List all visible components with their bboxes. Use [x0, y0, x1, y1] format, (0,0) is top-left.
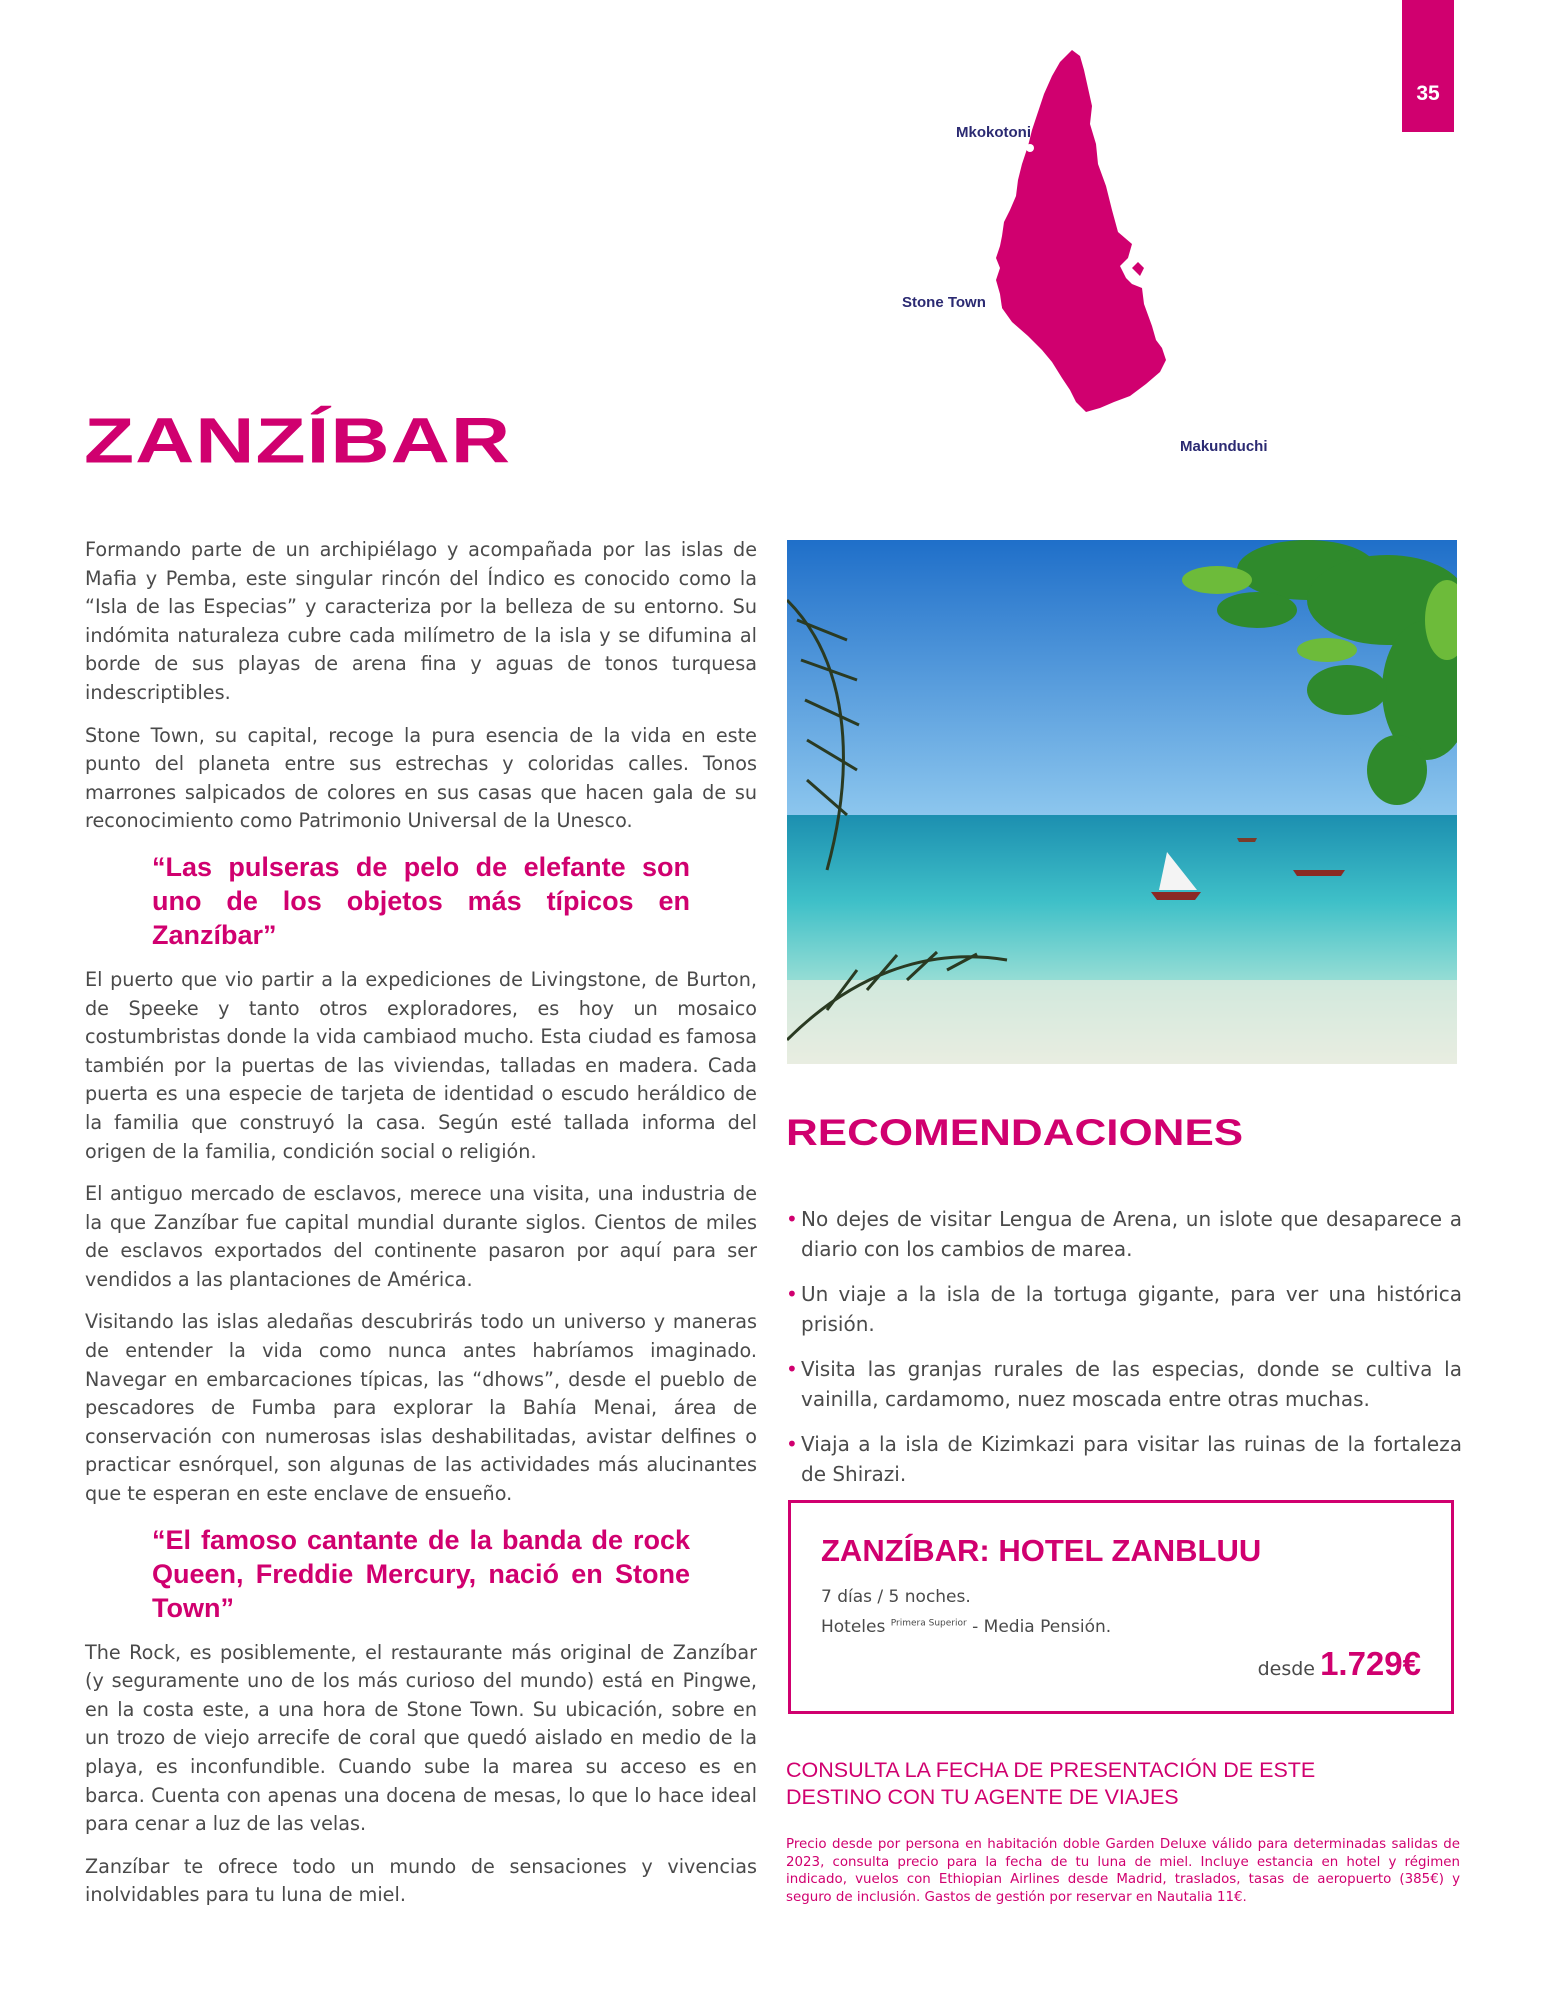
hotel-prefix: Hoteles — [821, 1617, 886, 1637]
paragraph: Visitando las islas aledañas descubrirás todo un universo y maneras de entender la vida como nunca antes habríamos imaginado. Navegar en embarcaciones típicas, las “dhows”, desde el pueblo de pescadores de Fumba para explorar la Bahía Menai, área de conservación con numerosas islas deshabilitadas, avistar delfines o practicar esnórquel, son algunas de las actividades más alucinantes que te esperan en este enclave de ensueño. — [85, 1310, 757, 1506]
zanzibar-map — [900, 40, 1350, 500]
paragraph: Zanzíbar te ofrece todo un mundo de sensaciones y vivencias inolvidables para tu luna de miel. — [85, 1854, 757, 1907]
hotel-category: Primera Superior — [890, 1618, 967, 1629]
makunduchi-dot — [1162, 444, 1170, 452]
map-label-mkokotoni: Mkokotoni — [956, 124, 1031, 141]
paragraph: El puerto que vio partir a la expediciones de Livingstone, de Burton, de Speeke y tanto otros exploradores, es hoy un mosaico costumbristas donde la vida cambiaod mucho. Esta ciudad es famosa también por la puertas de las viviendas, talladas en madera. Cada puerta es una especie de tarjeta de identidad o escudo heráldico de la familia que construyó la casa. Según esté tallada informa del origen de la familia, condición social o religión. — [85, 967, 757, 1163]
offer-duration: 7 días / 5 noches. — [821, 1587, 971, 1607]
pull-quote: “Las pulseras de pelo de elefante son uno de los objetos más típicos en Zanzíbar” — [152, 851, 690, 950]
paragraph: The Rock, es posiblemente, el restaurante más original de Zanzíbar (y seguramente uno de los más curioso del mundo) está en Pingwe, en la costa este, a una hora de Stone Town. Su ubicación, sobre en un trozo de viejo arrecife de coral que quedó aislado en medio de la playa, es inconfundible. Cuando sube la marea su acceso es en barca. Cuenta con apenas una docena de mesas, lo que lo hace ideal para cenar a luz de las velas. — [85, 1640, 757, 1836]
list-item: • Un viaje a la isla de la tortuga gigante, para ver una histórica prisión. — [786, 1279, 1462, 1339]
pull-quote: “El famoso cantante de la banda de rock Queen, Freddie Mercury, nació en Stone Town” — [152, 1524, 690, 1623]
mkokotoni-dot — [1026, 144, 1034, 152]
list-item: • Visita las granjas rurales de las especias, donde se cultiva la vainilla, cardamomo, nuez moscada entre otras muchas. — [786, 1354, 1462, 1414]
beach-photo — [787, 540, 1457, 1064]
stone-town-dot — [994, 304, 1002, 312]
page-number: 35 — [1416, 82, 1440, 105]
board-type: - Media Pensión. — [972, 1617, 1112, 1637]
hotel-offer-box — [788, 1500, 1454, 1714]
paragraph: El antiguo mercado de esclavos, merece una visita, una industria de la que Zanzíbar fue capital mundial durante siglos. Cientos de miles de esclavos exportados del continente pasaron por aquí para ser vendidos a las plantaciones de América. — [85, 1182, 757, 1291]
recommendations-title: RECOMENDACIONES — [786, 1112, 1244, 1154]
page-title: ZANZÍBAR — [84, 405, 512, 477]
article-body — [85, 536, 757, 1924]
list-item: • Viaja a la isla de Kizimkazi para visitar las ruinas de la fortaleza de Shirazi. — [786, 1429, 1462, 1489]
map-label-stone-town: Stone Town — [902, 294, 986, 311]
price-footnote: Precio desde por persona en habitación doble Garden Deluxe válido para determinadas salidas de 2023, consulta precio para la fecha de tu luna de miel. Incluye estancia en hotel y régimen indicado, vuelos con Ethiopian Airlines desde Madrid, traslados, tasas de aeropuerto (385€) y seguro de inclusión. Gastos de gestión por reservar en Nautalia 11€. — [786, 1837, 1460, 1905]
paragraph: Formando parte de un archipiélago y acompañada por las islas de Mafia y Pemba, este singular rincón del Índico es conocido como la “Isla de las Especias” y caracteriza por la belleza de su entorno. Su indómita naturaleza cubre cada milímetro de la isla y se difumina al borde de sus playas de arena fina y aguas de tonos turquesa indescriptibles. — [85, 538, 757, 704]
offer-price — [1258, 1645, 1421, 1683]
price-label: desde — [1257, 1658, 1315, 1680]
consult-notice: CONSULTA LA FECHA DE PRESENTACIÓN DE ESTE DESTINO CON TU AGENTE DE VIAJES — [786, 1758, 1316, 1809]
page-number-tab — [1402, 0, 1454, 132]
map-label-makunduchi: Makunduchi — [1180, 438, 1268, 455]
offer-title: ZANZÍBAR: HOTEL ZANBLUU — [821, 1533, 1262, 1568]
recommendations-list — [786, 1204, 1462, 1504]
offer-hotel-line — [821, 1617, 1111, 1637]
paragraph: Stone Town, su capital, recoge la pura esencia de la vida en este punto del planeta entre sus estrechas y coloridas calles. Tonos marrones salpicados de colores en sus casas que hacen gala de su reconocimiento como Patrimonio Universal de la Unesco. — [85, 723, 757, 833]
island-shape — [900, 40, 1350, 500]
price-value: 1.729€ — [1320, 1645, 1421, 1682]
list-item: • No dejes de visitar Lengua de Arena, un islote que desaparece a diario con los cambios de marea. — [786, 1204, 1462, 1264]
